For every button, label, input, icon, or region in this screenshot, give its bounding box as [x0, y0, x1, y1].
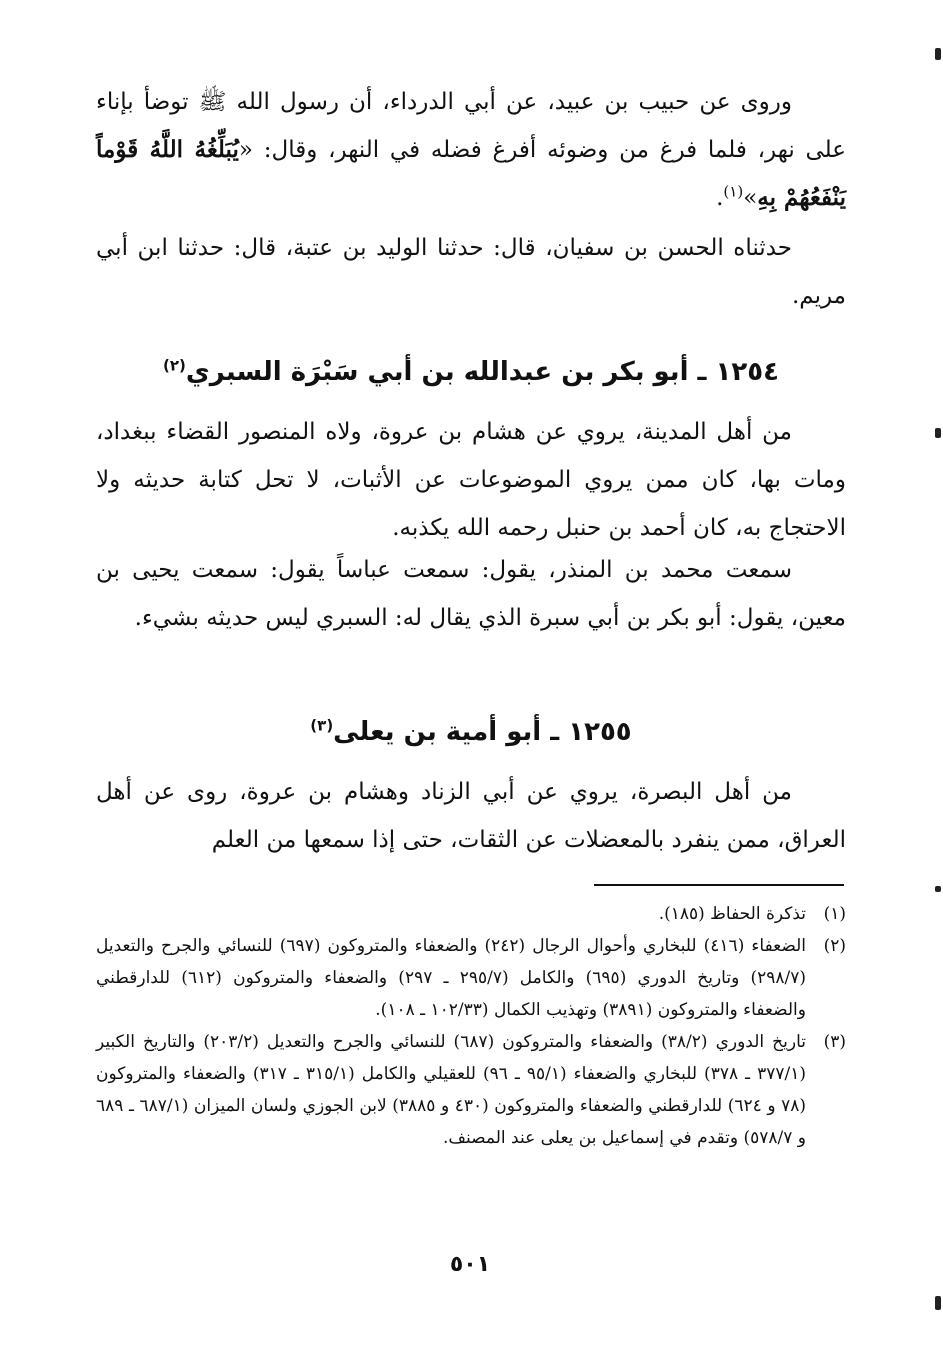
footnote-marker-3[interactable]: (٣) — [310, 716, 334, 735]
footnote-text: الضعفاء (٤١٦) للبخاري وأحوال الرجال (٢٤٢) والضعفاء والمتروكون (٦٩٧) للنسائي والجرح والتعديل (٢٩٨/٧) وتاريخ الدوري (٦٩٥) والكامل (٢٩٥/٧ ـ ٢٩٧) والضعفاء والمتروكون (٦١٢) للدارقطني والضعفاء والمتروكون (٣٨٩١) وتهذيب الكمال (١٠٢/٣٣ ـ ١٠٨). — [96, 936, 807, 1020]
scan-edge-mark — [935, 1296, 941, 1310]
scan-edge-mark — [935, 48, 941, 60]
page-number: ٥٠١ — [449, 1252, 491, 1277]
entry-title-1254: ١٢٥٤ ـ أبو بكر بن عبدالله بن أبي سَبْرَة السبري — [185, 357, 779, 387]
footnote-text: تذكرة الحفاظ (١٨٥). — [658, 904, 806, 924]
quote-close: » — [743, 185, 758, 211]
footnote-marker-2[interactable]: (٢) — [163, 356, 186, 375]
footnote-marker-1[interactable]: (١) — [723, 182, 744, 201]
entry-heading-1255 — [96, 712, 846, 752]
footnote-number: (٢) — [823, 936, 846, 956]
paragraph-biography-1255 — [96, 768, 846, 864]
scan-edge-mark — [935, 886, 941, 892]
paragraph-report-1254 — [96, 546, 846, 642]
paragraph-1-lead: وروى عن حبيب بن عبيد، عن أبي الدرداء، أن رسول الله ﷺ توضأ بإناء على نهر، فلما فرغ من وضوئه أفرغ فضله في النهر، وقال: « — [96, 89, 846, 163]
footnote-separator — [594, 884, 844, 886]
footnote-3 — [96, 1026, 846, 1154]
footnote-number: (١) — [823, 904, 846, 924]
paragraph-5: من أهل البصرة، يروي عن أبي الزناد وهشام بن عروة، روى عن أهل العراق، ممن ينفرد بالمعضلات عن الثقات، حتى إذا سمعها من العلم — [96, 779, 846, 853]
paragraph-2: حدثناه الحسن بن سفيان، قال: حدثنا الوليد بن عتبة، قال: حدثنا ابن أبي مريم. — [96, 235, 846, 309]
footnote-1 — [96, 898, 846, 930]
entry-heading-1254 — [96, 352, 846, 392]
paragraph-1-end: . — [716, 185, 724, 211]
scan-edge-mark — [935, 428, 941, 438]
paragraph-hadith — [96, 78, 846, 222]
paragraph-3: من أهل المدينة، يروي عن هشام بن عروة، ولاه المنصور القضاء ببغداد، ومات بها، كان ممن يروي الموضوعات عن الأثبات، لا تحل كتابة حديثه ولا الاحتجاج به، كان أحمد بن حنبل رحمه الله يكذبه. — [96, 419, 846, 541]
footnote-2 — [96, 930, 846, 1026]
footnote-text: تاريخ الدوري (٣٨/٢) والضعفاء والمتروكون (٦٨٧) للنسائي والجرح والتعديل (٢٠٣/٢) والتاريخ الكبير (٣٧٧/١ ـ ٣٧٨) للبخاري والضعفاء (٩٥/١ ـ ٩٦) للعقيلي والكامل (٣١٥/١ ـ ٣١٧) والضعفاء والمتروكون (٧٨ و ٦٢٤) للدارقطني والضعفاء والمتروكون (٤٣٠ و ٣٨٨٥) لابن الجوزي ولسان الميزان (٦٨٧/١ ـ ٦٨٩ و ٥٧٨/٧) وتقدم في إسماعيل بن يعلى عند المصنف. — [96, 1032, 806, 1148]
paragraph-1 — [96, 78, 846, 222]
paragraph-4: سمعت محمد بن المنذر، يقول: سمعت عباساً يقول: سمعت يحيى بن معين، يقول: أبو بكر بن أبي سبرة الذي يقال له: السبري ليس حديثه بشيء. — [96, 557, 846, 631]
hadith-quote: يُبَلِّغُهُ اللَّهُ قَوْماً يَنْفَعُهُمْ بِهِ — [96, 136, 846, 211]
footnote-number: (٣) — [823, 1032, 846, 1052]
paragraph-biography-1254 — [96, 408, 846, 552]
entry-title-1255: ١٢٥٥ ـ أبو أمية بن يعلى — [333, 717, 632, 747]
footnotes — [96, 898, 846, 1154]
paragraph-chain — [96, 224, 846, 320]
